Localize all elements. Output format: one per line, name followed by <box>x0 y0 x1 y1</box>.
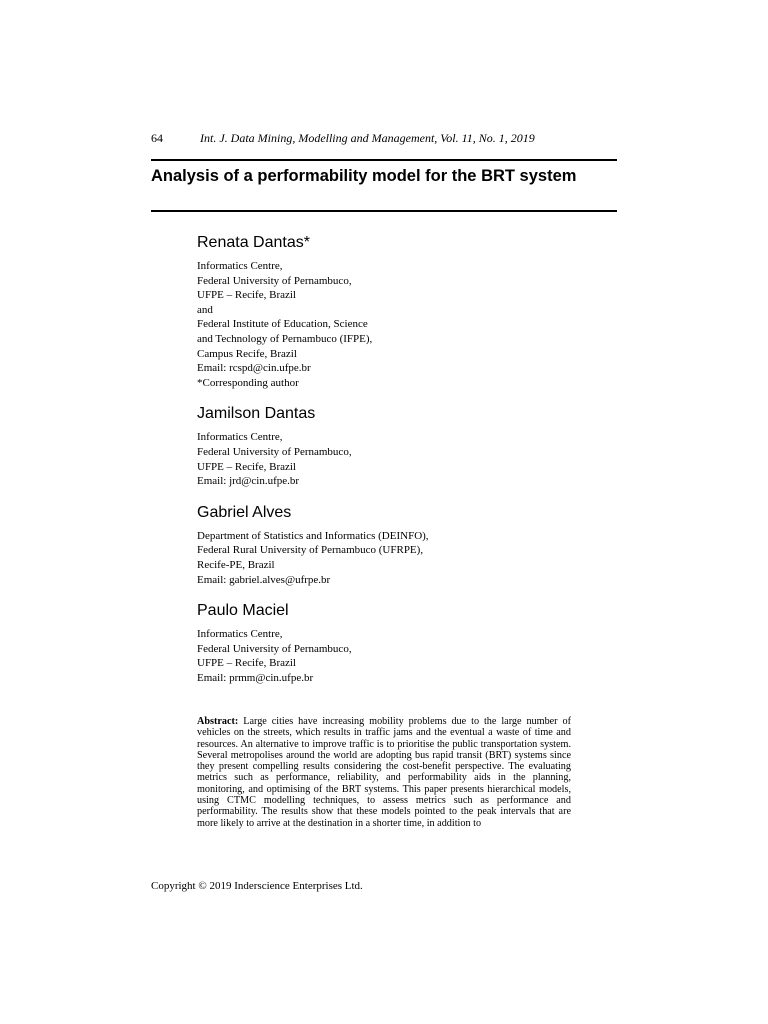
author-name: Gabriel Alves <box>197 503 292 521</box>
title-rule-bottom <box>151 210 617 212</box>
affiliation-line: *Corresponding author <box>197 376 299 389</box>
author-block <box>197 404 597 488</box>
affiliation-line: Department of Statistics and Informatics (DEINFO), <box>197 529 429 542</box>
author-list <box>197 233 597 699</box>
author-block <box>197 601 597 685</box>
abstract <box>197 716 571 829</box>
author-name: Paulo Maciel <box>197 602 289 620</box>
paper-title: Analysis of a performability model for the BRT system <box>151 167 577 185</box>
copyright-notice: Copyright © 2019 Inderscience Enterprises Ltd. <box>151 880 363 892</box>
running-head: Int. J. Data Mining, Modelling and Management, Vol. 11, No. 1, 2019 <box>200 131 535 145</box>
affiliation-line: and <box>197 303 213 316</box>
affiliation-line: Informatics Centre, <box>197 431 283 444</box>
affiliation-line: Federal University of Pernambuco, <box>197 642 352 655</box>
affiliation-line: Email: jrd@cin.ufpe.br <box>197 475 300 488</box>
affiliation-line: Campus Recife, Brazil <box>197 347 297 360</box>
affiliation-line: Email: gabriel.alves@ufrpe.br <box>197 573 331 586</box>
affiliation-line: UFPE – Recife, Brazil <box>197 289 296 302</box>
affiliation-line: Recife-PE, Brazil <box>197 558 275 571</box>
affiliation-line: Federal University of Pernambuco, <box>197 445 352 458</box>
author-name: Renata Dantas* <box>197 234 310 251</box>
author-block <box>197 233 597 390</box>
abstract-label: Abstract: <box>197 716 239 727</box>
affiliation-line: Federal University of Pernambuco, <box>197 274 352 287</box>
abstract-text: Large cities have increasing mobility problems due to the large number of vehicles on the streets, which results in traffic jams and the eventual a waste of time and resources. An alternative to improve traffic is to prioritise the public transportation system. Several metropolises around the world are adopting bus rapid transit (BRT) systems since they present compelling results considering the cost-benefit perspective. The evaluating metrics such as performance, reliability, and performability aids in the planning, monitoring, and optimising of the BRT systems. This paper presents hierarchical models, using CTMC modelling techniques, to assess metrics such as performance and performability. The results show that these models pointed to the peak intervals that are more likely to arrive at the destination in a shorter time, in addition to <box>197 716 571 829</box>
affiliation-line: and Technology of Pernambuco (IFPE), <box>197 332 373 345</box>
affiliation-line: Email: prmm@cin.ufpe.br <box>197 671 314 684</box>
title-rule-top <box>151 159 617 161</box>
affiliation-line: Federal Rural University of Pernambuco (UFRPE), <box>197 544 424 557</box>
affiliation-line: UFPE – Recife, Brazil <box>197 460 296 473</box>
affiliation-line: Informatics Centre, <box>197 628 283 641</box>
author-block <box>197 503 597 587</box>
author-name: Jamilson Dantas <box>197 405 316 423</box>
affiliation-line: Informatics Centre, <box>197 260 283 272</box>
affiliation-line: Federal Institute of Education, Science <box>197 318 368 331</box>
page-number: 64 <box>151 131 163 145</box>
affiliation-line: Email: rcspd@cin.ufpe.br <box>197 362 311 375</box>
affiliation-line: UFPE – Recife, Brazil <box>197 657 296 670</box>
